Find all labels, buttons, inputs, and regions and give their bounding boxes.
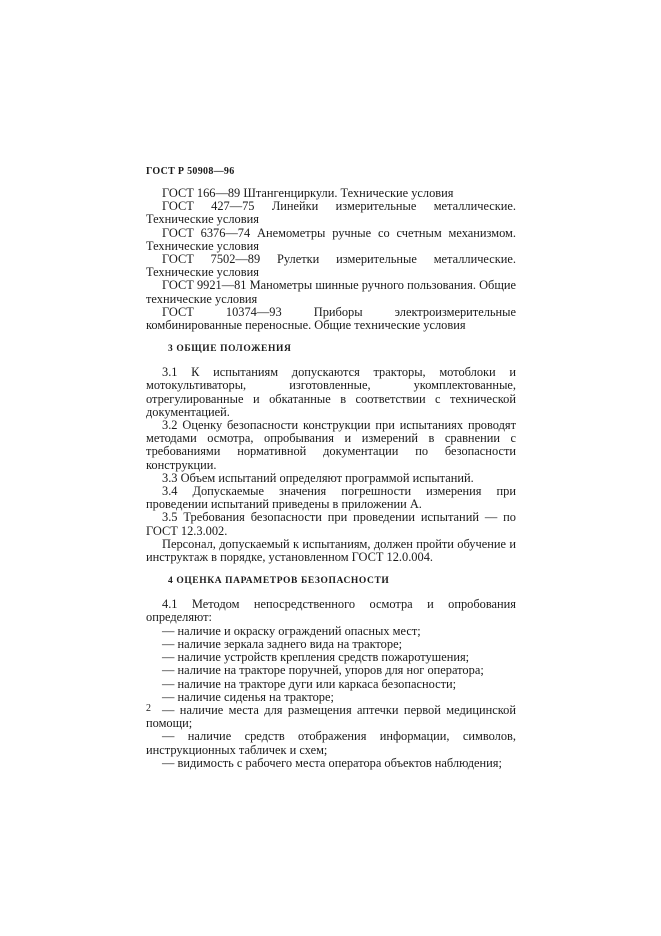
reference-item: ГОСТ 9921—81 Манометры шинные ручного пользования. Общие технические условия [146, 278, 516, 306]
paragraph: 3.4 Допускаемые значения погрешности измерения при проведении испытаний приведены в приложении А. [146, 484, 516, 512]
list-item: — наличие сиденья на тракторе; [162, 689, 334, 704]
list-item: — наличие места для размещения аптечки первой медицинской помощи; [146, 702, 516, 731]
reference-item: ГОСТ 10374—93 Приборы электроизмерительные комбинированные переносные. Общие технические условия [146, 304, 516, 333]
paragraph: 4.1 Методом непосредственного осмотра и опробования определяют: [146, 597, 516, 625]
list-item: — наличие на тракторе дуги или каркаса безопасности; [162, 676, 457, 691]
list-item: — наличие средств отображения информации, символов, инструкционных табличек и схем; [146, 729, 516, 757]
normative-references-list [146, 187, 516, 332]
section-3-title: 3 ОБЩИЕ ПОЛОЖЕНИЯ [168, 344, 292, 355]
reference-item: ГОСТ 6376—74 Анемометры ручные со счетным механизмом. Технические условия [146, 225, 516, 253]
paragraph: 3.1 К испытаниям допускаются тракторы, мотоблоки и мотокультиваторы, изготовленные, укомплектованные, отрегулированные и обкатанные в соответствии с технической документацией. [146, 365, 516, 419]
list-item: — видимость с рабочего места оператора объектов наблюдения; [162, 755, 502, 770]
reference-item: ГОСТ 7502—89 Рулетки измерительные металлические. Технические условия [146, 252, 516, 280]
list-item: — наличие на тракторе поручней, упоров для ног оператора; [162, 663, 484, 678]
section-3-body [146, 366, 516, 564]
reference-item: ГОСТ 427—75 Линейки измерительные металлические. Технические условия [146, 199, 516, 227]
page-number: 2 [146, 703, 151, 714]
page-body [146, 187, 516, 770]
list-item: — наличие зеркала заднего вида на тракторе; [162, 636, 403, 651]
list-item: — наличие устройств крепления средств пожаротушения; [162, 650, 470, 665]
list-item: — наличие и окраску ограждений опасных мест; [162, 623, 421, 638]
paragraph: 3.3 Объем испытаний определяют программой испытаний. [162, 470, 474, 485]
paragraph: Персонал, допускаемый к испытаниям, должен пройти обучение и инструктаж в порядке, установленном ГОСТ 12.0.004. [146, 536, 516, 565]
section-4-title: 4 ОЦЕНКА ПАРАМЕТРОВ БЕЗОПАСНОСТИ [168, 576, 390, 587]
reference-item: ГОСТ 166—89 Штангенциркули. Технические условия [162, 186, 454, 200]
document-code-header: ГОСТ Р 50908—96 [146, 166, 235, 177]
paragraph: 3.2 Оценку безопасности конструкции при испытаниях проводят методами осмотра, опробывания и измерений в сравнении с требованиями нормативной документации по безопасности конструкции. [146, 418, 516, 472]
section-4-body [146, 598, 516, 770]
paragraph: 3.5 Требования безопасности при проведении испытаний — по ГОСТ 12.3.002. [146, 510, 516, 538]
